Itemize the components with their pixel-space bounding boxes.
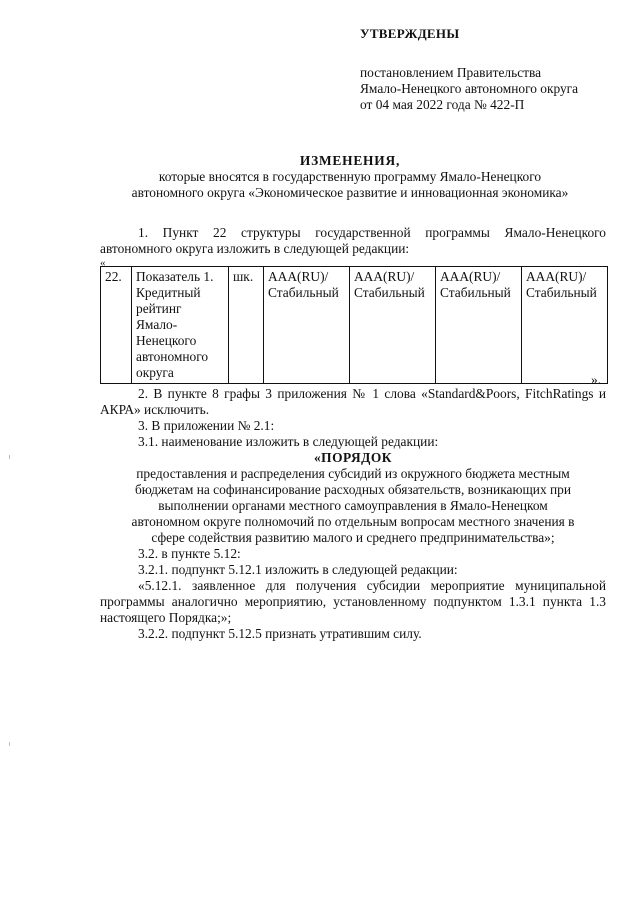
quote-open: «	[100, 257, 106, 269]
heading-line: которые вносятся в государственную программу Ямало-Ненецкого	[158, 169, 542, 184]
row-number: 22.	[101, 267, 132, 384]
order-block	[100, 450, 606, 546]
heading-line: автономного округа «Экономическое развитие и инновационная экономика»	[131, 185, 569, 200]
item-5-12-1: «5.12.1. заявленное для получения субсидии мероприятие муниципальной программы аналогично мероприятию, установленному подпунктом 1.3.1 пункта 1.3 настоящего Порядка;»;	[100, 578, 606, 625]
document-heading	[90, 153, 610, 201]
value-cell: ААА(RU)/ Стабильный	[264, 267, 350, 384]
order-line: сфере содействия развитию малого и среднего предпринимательства»;	[151, 530, 555, 545]
item-3-2-2: 3.2.2. подпункт 5.12.5 признать утратившим силу.	[138, 626, 422, 641]
approval-title: УТВЕРЖДЕНЫ	[360, 26, 460, 41]
value-cell: ААА(RU)/ Стабильный	[350, 267, 436, 384]
value-cell: ААА(RU)/ Стабильный	[522, 267, 608, 384]
item-3-2: 3.2. в пункте 5.12:	[138, 546, 241, 561]
unit-cell: шк.	[229, 267, 264, 384]
indicator-name: Показатель 1. Кредитный рейтинг Ямало-Ненецкого автономного округа	[132, 267, 229, 384]
order-line: предоставления и распределения субсидий из окружного бюджета местным	[136, 466, 570, 481]
item-3: 3. В приложении № 2.1:	[138, 418, 275, 433]
indicator-table	[100, 266, 608, 384]
margin-mark	[9, 455, 10, 459]
table-row	[101, 267, 608, 384]
order-line: бюджетам на софинансирование расходных обязательств, возникающих при	[134, 482, 572, 497]
value-cell: ААА(RU)/ Стабильный	[436, 267, 522, 384]
approval-line: Ямало-Ненецкого автономного округа	[360, 81, 579, 96]
order-line: автономном округе полномочий по отдельным вопросам местного значения в	[131, 514, 575, 529]
order-title: «ПОРЯДОК	[313, 450, 393, 465]
margin-mark	[9, 742, 10, 746]
approval-line: постановлением Правительства	[360, 65, 542, 80]
item-2: 2. В пункте 8 графы 3 приложения № 1 слова «Standard&Poors, FitchRatings и АКРА» исключить.	[100, 386, 606, 417]
quote-close: ».	[591, 372, 602, 387]
heading-title: ИЗМЕНЕНИЯ,	[299, 153, 401, 168]
order-line: выполнении органами местного самоуправления в Ямало-Ненецком	[158, 498, 548, 513]
item-1: 1. Пункт 22 структуры государственной программы Ямало-Ненецкого автономного округа изложить в следующей редакции:	[100, 225, 606, 256]
item-3-1: 3.1. наименование изложить в следующей редакции:	[138, 434, 439, 449]
approval-block	[360, 26, 630, 113]
item-3-2-1: 3.2.1. подпункт 5.12.1 изложить в следующей редакции:	[138, 562, 458, 577]
approval-line: от 04 мая 2022 года № 422-П	[360, 97, 525, 112]
